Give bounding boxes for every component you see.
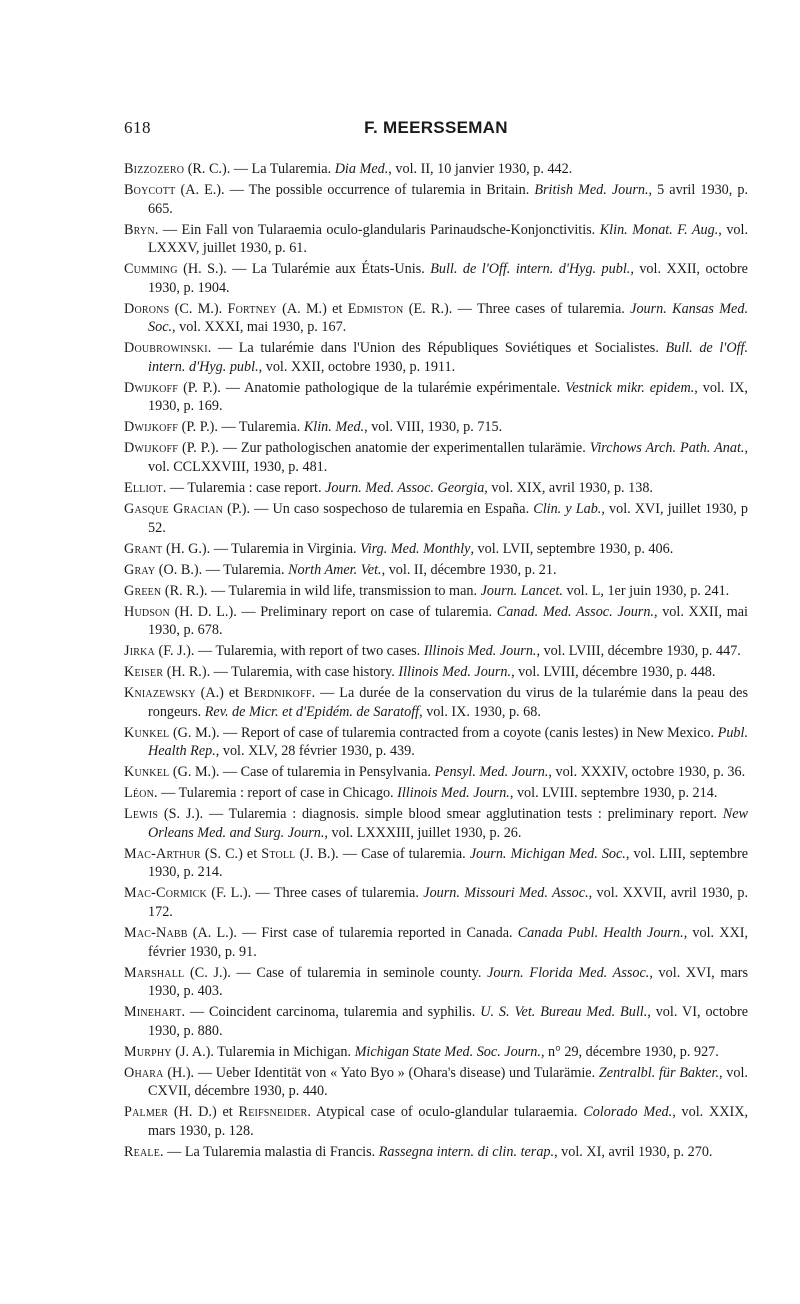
reference-author: Bizzozero [124, 161, 185, 177]
reference-journal: Journ. Florida Med. Assoc. [487, 964, 650, 981]
reference-text: (H. D.) et [168, 1104, 239, 1121]
reference-journal: Journ. Michigan Med. Soc. [469, 845, 626, 862]
reference-text: , vol. IX. 1930, p. 68. [419, 703, 541, 720]
reference-text: , vol. VIII, 1930, p. 715. [364, 419, 503, 436]
reference-journal: Illinois Med. Journ. [398, 664, 512, 681]
reference-journal: Dia Med. [334, 161, 389, 177]
reference-journal: Pensyl. Med. Journ. [434, 764, 549, 781]
reference-entry [124, 845, 748, 882]
reference-author: Green [124, 582, 162, 599]
reference-text: (J. B.). — Case of tularemia. [295, 845, 470, 862]
reference-entry [124, 339, 748, 376]
reference-journal: Illinois Med. Journ. [423, 643, 537, 660]
reference-author: Doubrowinski [124, 340, 208, 357]
reference-author: Marshall [124, 964, 185, 981]
reference-journal: Virchows Arch. Path. Anat. [589, 440, 745, 457]
reference-text: (S. J.). — Tularemia : diagnosis. simple blood smear agglutination tests : preliminary report. [158, 806, 723, 823]
reference-text: , vol. XXI, février 1930, p. 91. [148, 924, 748, 960]
reference-text: , vol. XVI, mars 1930, p. 403. [148, 964, 748, 1000]
reference-text: . — Tularemia : report of case in Chicago. [154, 785, 398, 802]
reference-text: (G. M.). — Case of tularemia in Pensylvania. [169, 764, 435, 781]
reference-text: , 5 avril 1930, p. 665. [148, 181, 749, 217]
reference-text: (A. L.). — First case of tularemia reported in Canada. [187, 924, 518, 941]
reference-author: Dorons [124, 300, 170, 317]
reference-author: Mac-Arthur [124, 845, 201, 862]
reference-entry [124, 884, 748, 921]
reference-text: (O. B.). — Tularemia. [155, 561, 289, 578]
reference-entry [124, 642, 748, 661]
reference-text: (H. G.). — Tularemia in Virginia. [162, 540, 361, 557]
reference-entry [124, 1003, 748, 1040]
reference-journal: Rassegna intern. di clin. terap. [378, 1143, 555, 1160]
reference-journal: Canad. Med. Assoc. Journ. [496, 603, 654, 620]
reference-text: . Atypical case of oculo-glandular tularaemia. [307, 1104, 584, 1121]
reference-entry [124, 379, 748, 416]
reference-journal: Michigan State Med. Soc. Journ. [354, 1043, 541, 1060]
reference-text: , vol. LVIII, décembre 1930, p. 448. [511, 664, 716, 681]
reference-journal: U. S. Vet. Bureau Med. Bull. [480, 1004, 648, 1021]
reference-text: , vol. IX, 1930, p. 169. [148, 379, 748, 415]
reference-text: (H. S.). — La Tularémie aux États-Unis. [177, 261, 431, 278]
reference-text: . — Tularemia : case report. [162, 480, 326, 497]
reference-text: , vol. II, 10 janvier 1930, p. 442. [388, 161, 573, 177]
reference-author: Lewis [124, 806, 159, 823]
reference-text: , vol. XXII, mai 1930, p. 678. [148, 603, 748, 639]
reference-author: Murphy [124, 1043, 172, 1060]
reference-entry [124, 1043, 748, 1062]
reference-text: , vol. II, décembre 1930, p. 21. [381, 561, 557, 578]
reference-journal: Publ. Health Rep. [148, 724, 748, 760]
reference-text: , vol. XVI, juillet 1930, p 52. [148, 501, 748, 536]
reference-journal: Journ. Lancet. [480, 582, 563, 599]
reference-text: (H. R.). — Tularemia, with case history. [163, 664, 399, 681]
reference-author: Grant [124, 540, 163, 557]
running-head [124, 118, 748, 142]
page-number: 618 [124, 118, 151, 137]
reference-text: , vol. LXXXV, juillet 1930, p. 61. [148, 221, 748, 257]
reference-text: (H.). — Ueber Identität von « Yato Byo » (Ohara's disease) und Tularämie. [163, 1064, 599, 1081]
reference-entry [124, 1103, 748, 1140]
reference-author: Gasque Gracian [124, 501, 224, 517]
reference-journal: Klin. Med. [303, 419, 365, 436]
reference-text: , vol. LIII, septembre 1930, p. 214. [148, 845, 748, 881]
reference-author: Mac-Cormick [124, 885, 207, 902]
reference-entry [124, 684, 748, 721]
reference-coauthor: Berdnikoff [244, 685, 312, 702]
reference-author: Kunkel [124, 724, 170, 741]
running-head-author: F. MEERSSEMAN [364, 118, 508, 137]
reference-journal: British Med. Journ. [534, 181, 649, 198]
reference-text: (P.). — Un caso sospechoso de tularemia en España. [223, 501, 534, 517]
bibliography-list [124, 160, 748, 1164]
reference-text: , n° 29, décembre 1930, p. 927. [540, 1043, 719, 1060]
reference-journal: Canada Publ. Health Journ. [517, 924, 684, 941]
reference-text: . — La tularémie dans l'Union des Républiques Soviétiques et Socialistes. [207, 340, 666, 357]
reference-entry [124, 500, 748, 537]
reference-entry [124, 763, 748, 782]
reference-entry [124, 260, 748, 297]
reference-text: (C. J.). — Case of tularemia in seminole county. [184, 964, 488, 981]
reference-text: , vol. XXXI, mai 1930, p. 167. [172, 319, 347, 336]
reference-coauthor: Fortney [227, 300, 277, 317]
reference-entry [124, 479, 748, 498]
reference-text: , vol. CXVII, décembre 1930, p. 440. [148, 1064, 748, 1100]
reference-entry [124, 1143, 748, 1162]
reference-entry [124, 724, 748, 761]
reference-text: , vol. LVIII, décembre 1930, p. 447. [536, 643, 741, 660]
reference-entry [124, 540, 748, 559]
reference-text: (A. M.) et [276, 300, 348, 317]
reference-text: (P. P.). — Zur pathologischen anatomie der experimentallen tularämie. [178, 440, 590, 457]
reference-author: Dwijkoff [124, 379, 179, 396]
reference-entry [124, 160, 748, 179]
reference-author: Dwijkoff [124, 440, 179, 457]
reference-entry [124, 663, 748, 682]
reference-author: Jirka [124, 643, 155, 660]
reference-journal: Virg. Med. Monthly [360, 540, 471, 557]
reference-text: (E. R.). — Three cases of tularemia. [403, 300, 631, 317]
reference-entry [124, 181, 748, 218]
reference-author: Kniazewsky [124, 685, 196, 702]
reference-text: (S. C.) et [200, 845, 262, 862]
reference-entry [124, 784, 748, 803]
reference-text: , vol. XXXIV, octobre 1930, p. 36. [548, 764, 746, 781]
reference-entry [124, 561, 748, 580]
reference-text: (R. R.). — Tularemia in wild life, transmission to man. [161, 582, 481, 599]
reference-text: , vol. XI, avril 1930, p. 270. [554, 1143, 713, 1160]
reference-text: (F. J.). — Tularemia, with report of two cases. [154, 643, 424, 660]
reference-text: , vol. CCLXXVIII, 1930, p. 481. [148, 440, 748, 476]
reference-journal: Vestnick mikr. epidem. [565, 379, 695, 396]
reference-entry [124, 1064, 748, 1101]
reference-text: , vol. XIX, avril 1930, p. 138. [484, 480, 653, 497]
reference-entry [124, 582, 748, 601]
reference-entry [124, 805, 748, 842]
reference-text: vol. L, 1er juin 1930, p. 241. [562, 582, 730, 599]
reference-text: , vol. LXXXIII, juillet 1930, p. 26. [324, 824, 522, 841]
reference-author: Palmer [124, 1104, 169, 1121]
reference-coauthor: Stoll [261, 845, 296, 862]
reference-journal: Colorado Med. [583, 1104, 673, 1121]
reference-author: Ohara [124, 1064, 164, 1081]
reference-journal: New Orleans Med. and Surg. Journ. [148, 806, 748, 841]
reference-text: (H. D. L.). — Preliminary report on case of tularemia. [169, 603, 497, 620]
reference-entry [124, 418, 748, 437]
reference-text: , vol. LVII, septembre 1930, p. 406. [470, 540, 674, 557]
reference-entry [124, 439, 748, 476]
reference-author: Boycott [124, 181, 176, 198]
reference-author: Kunkel [124, 764, 170, 781]
reference-author: Dwijkoff [124, 419, 179, 436]
reference-journal: Rev. de Micr. et d'Epidém. de Saratoff [204, 703, 420, 720]
reference-author: Minehart [124, 1004, 182, 1021]
reference-text: (J. A.). Tularemia in Michigan. [171, 1043, 355, 1060]
reference-text: . — Coincident carcinoma, tularemia and syphilis. [181, 1004, 481, 1021]
reference-author: Gray [124, 561, 156, 578]
reference-text: (C. M.). [169, 300, 228, 317]
reference-text: (A. E.). — The possible occurrence of tularemia in Britain. [175, 181, 535, 198]
reference-author: Hudson [124, 603, 170, 620]
reference-journal: Bull. de l'Off. intern. d'Hyg. publ. [148, 340, 749, 375]
reference-journal: Klin. Monat. F. Aug. [599, 221, 719, 238]
reference-journal: Journ. Missouri Med. Assoc. [423, 885, 589, 902]
reference-entry [124, 964, 748, 1001]
reference-journal: Journ. Kansas Med. Soc. [148, 300, 748, 336]
reference-journal: North Amer. Vet. [288, 561, 382, 578]
reference-text: (A.) et [195, 685, 245, 702]
reference-journal: Bull. de l'Off. intern. d'Hyg. publ. [430, 261, 631, 278]
reference-coauthor: Edmiston [347, 300, 404, 317]
reference-journal: Zentralbl. für Bakter. [598, 1064, 720, 1081]
reference-text: , vol. XXII, octobre 1930, p. 1911. [258, 358, 456, 375]
reference-author: Elliot [124, 480, 163, 497]
reference-journal: Clin. y Lab. [533, 501, 602, 517]
reference-entry [124, 924, 748, 961]
reference-text: (R. C.). — La Tularemia. [184, 161, 335, 177]
reference-author: Reale [124, 1143, 161, 1160]
reference-text: , vol. XXII, octobre 1930, p. 1904. [148, 261, 748, 296]
reference-text: , vol. XLV, 28 février 1930, p. 439. [215, 743, 415, 760]
reference-text: . — La durée de la conservation du virus de la tularémie dans la peau des rongeurs. [148, 685, 749, 720]
reference-author: Keiser [124, 664, 164, 681]
reference-author: Mac-Nabb [124, 924, 188, 941]
reference-text: , vol. XXVII, avril 1930, p. 172. [148, 885, 748, 920]
reference-coauthor: Reifsneider [238, 1104, 308, 1121]
reference-journal: Journ. Med. Assoc. Georgia [325, 480, 485, 497]
reference-text: (G. M.). — Report of case of tularemia contracted from a coyote (canis lestes) in New Mexico. [169, 724, 718, 741]
reference-text: (P. P.). — Anatomie pathologique de la tularémie expérimentale. [178, 379, 566, 396]
reference-entry [124, 300, 748, 337]
reference-text: . — Ein Fall von Tularaemia oculo-glandularis Parinaudsche-Konjonctivitis. [154, 221, 600, 238]
reference-author: Cumming [124, 261, 178, 278]
reference-author: Bryn [124, 221, 155, 238]
reference-text: (F. L.). — Three cases of tularemia. [206, 885, 424, 902]
reference-text: , vol. LVIII. septembre 1930, p. 214. [509, 785, 718, 802]
reference-text: (P. P.). — Tularemia. [178, 419, 304, 436]
reference-text: , vol. VI, octobre 1930, p. 880. [148, 1004, 748, 1039]
reference-text: , vol. XXIX, mars 1930, p. 128. [148, 1104, 749, 1139]
reference-text: . — La Tularemia malastia di Francis. [160, 1143, 379, 1160]
reference-author: Léon [124, 785, 155, 802]
reference-entry [124, 603, 748, 640]
reference-entry [124, 221, 748, 258]
reference-journal: Illinois Med. Journ. [397, 785, 510, 802]
